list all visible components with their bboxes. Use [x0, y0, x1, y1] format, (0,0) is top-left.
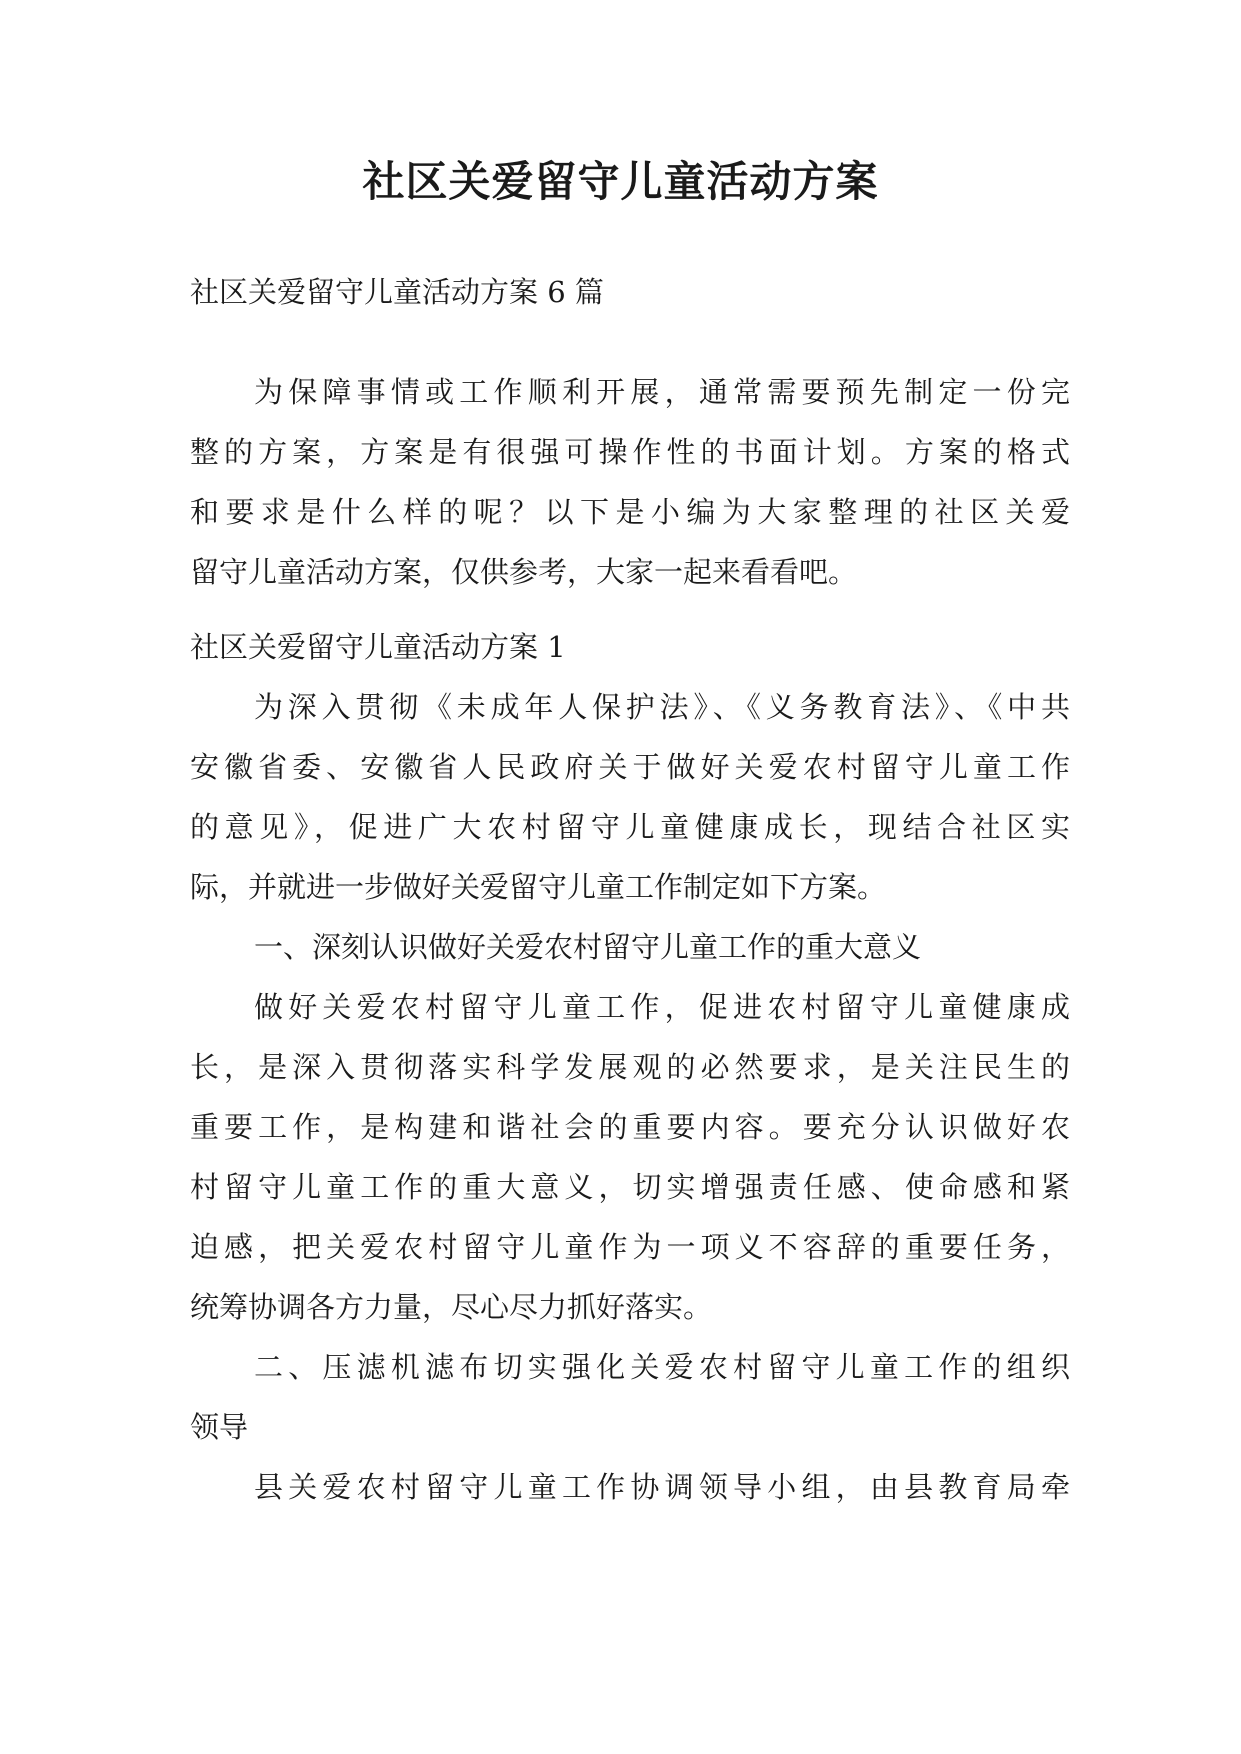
part-1-heading: 一、深刻认识做好关爱农村留守儿童工作的重大意义: [254, 930, 922, 964]
part-2-heading: [190, 1337, 1070, 1457]
part-1-paragraph: [190, 977, 1070, 1337]
intro-line: 和要求是什么样的呢？以下是小编为大家整理的社区关爱: [190, 495, 1070, 529]
paragraph-line: 重要工作，是构建和谐社会的重要内容。要充分认识做好农: [190, 1110, 1070, 1144]
paragraph-line: 长，是深入贯彻落实科学发展观的必然要求，是关注民生的: [190, 1050, 1070, 1084]
intro-paragraph: [190, 362, 1070, 602]
heading-line: 领导: [190, 1410, 249, 1444]
paragraph-line: 的意见》，促进广大农村留守儿童健康成长，现结合社区实: [190, 810, 1070, 844]
section-1-heading: 社区关爱留守儿童活动方案 1: [190, 630, 566, 664]
document-title: 社区关爱留守儿童活动方案: [362, 157, 879, 206]
paragraph-line: 村留守儿童工作的重大意义，切实增强责任感、使命感和紧: [190, 1170, 1070, 1204]
intro-line: 整的方案，方案是有很强可操作性的书面计划。方案的格式: [190, 435, 1070, 469]
section-1-paragraph: [190, 677, 1070, 917]
part-2-paragraph: [190, 1457, 1070, 1517]
paragraph-line: 县关爱农村留守儿童工作协调领导小组，由县教育局牵: [254, 1470, 1070, 1504]
paragraph-line: 统筹协调各方力量，尽心尽力抓好落实。: [190, 1290, 713, 1324]
intro-line: 留守儿童活动方案，仅供参考，大家一起来看看吧。: [190, 555, 858, 589]
intro-line: 为保障事情或工作顺利开展，通常需要预先制定一份完: [254, 375, 1070, 409]
heading-line: 二、压滤机滤布切实强化关爱农村留守儿童工作的组织: [254, 1350, 1070, 1384]
paragraph-line: 为深入贯彻《未成年人保护法》、《义务教育法》、《中共: [254, 690, 1070, 724]
paragraph-line: 迫感，把关爱农村留守儿童作为一项义不容辞的重要任务，: [190, 1230, 1070, 1264]
paragraph-line: 安徽省委、安徽省人民政府关于做好关爱农村留守儿童工作: [190, 750, 1070, 784]
paragraph-line: 做好关爱农村留守儿童工作，促进农村留守儿童健康成: [254, 990, 1070, 1024]
paragraph-line: 际，并就进一步做好关爱留守儿童工作制定如下方案。: [190, 870, 887, 904]
document-subtitle: 社区关爱留守儿童活动方案 6 篇: [190, 275, 604, 309]
